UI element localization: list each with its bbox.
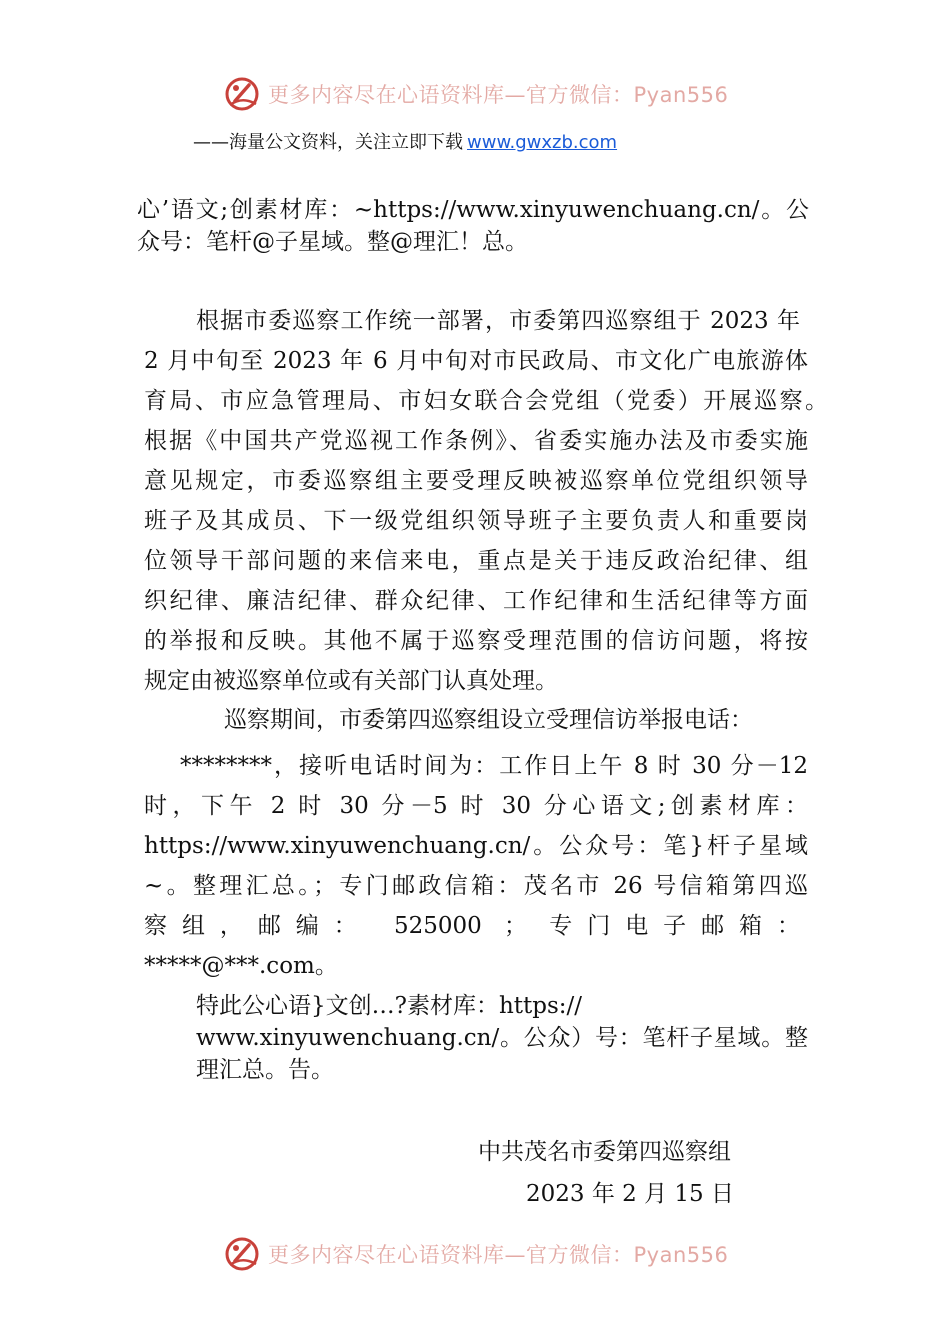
para1-line: 的举报和反映。其他不属于巡察受理范围的信访问题，将按 — [144, 628, 808, 654]
para1-line: 位领导干部问题的来信来电，重点是关于违反政治纪律、组 — [144, 548, 808, 574]
para1-line: 根据市委巡察工作统一部署，市委第四巡察组于 2023 年 — [196, 308, 800, 334]
subline-text: ——海量公文资料，关注立即下载 — [193, 132, 463, 153]
para2-line: ~。整理汇总。；专门邮政信箱：茂名市 26 号信箱第四巡 — [144, 873, 808, 899]
para1-line: 班子及其成员、下一级党组织领导班子主要负责人和重要岗 — [144, 508, 808, 534]
logo-icon — [222, 1234, 262, 1274]
para2-line: https://www.xinyuwenchuang.cn/。公众号：笔}杆子星域 — [144, 833, 808, 859]
banner-label: 更多内容尽在心语资料库—官方微信： — [268, 1243, 634, 1267]
website-link[interactable]: www.gwxzb.com — [467, 132, 618, 153]
para1-line: 意见规定，市委巡察组主要受理反映被巡察单位党组织领导 — [144, 468, 808, 494]
para2-line: *****@***.com。 — [144, 953, 338, 979]
signature-date: 2023 年 2 月 15 日 — [526, 1181, 734, 1207]
banner-text — [268, 79, 728, 109]
header-watermark-banner — [222, 72, 728, 116]
intro-line: 众号：笔杆@子星域。整@理汇！总。 — [137, 229, 528, 255]
signature-org: 中共茂名市委第四巡察组 — [478, 1139, 731, 1165]
footer-watermark-banner — [222, 1232, 728, 1276]
para2-line: 巡察期间，市委第四巡察组设立受理信访举报电话： — [224, 707, 753, 733]
para3-line: 特此公心语}文创…?素材库：https:// — [196, 993, 583, 1019]
para3-line: 理汇总。告。 — [196, 1057, 334, 1083]
para2-line: ********，接听电话时间为：工作日上午 8 时 30 分－12 — [180, 753, 808, 779]
banner-label: 更多内容尽在心语资料库—官方微信： — [268, 83, 634, 107]
para1-line: 规定由被巡察单位或有关部门认真处理。 — [144, 668, 558, 694]
para1-line: 根据《中国共产党巡视工作条例》、省委实施办法及市委实施 — [144, 428, 808, 454]
banner-text — [268, 1239, 728, 1269]
para1-line: 织纪律、廉洁纪律、群众纪律、工作纪律和生活纪律等方面 — [144, 588, 808, 614]
para2-line: 时，下午 2 时 30 分－5 时 30 分心语文;创素材库： — [144, 793, 808, 819]
banner-wechat-id: Pyan556 — [633, 1243, 729, 1267]
para2-line: 察组，邮编： 525000 ； 专门电子邮箱： — [144, 913, 800, 939]
banner-wechat-id: Pyan556 — [633, 83, 729, 107]
download-subline — [193, 128, 617, 154]
para1-line: 育局、市应急管理局、市妇女联合会党组（党委）开展巡察。 — [144, 388, 828, 414]
intro-line: 心’语文;创素材库：~https://www.xinyuwenchuang.cn/。公 — [137, 197, 809, 223]
para3-line: www.xinyuwenchuang.cn/。公众）号：笔杆子星域。整 — [196, 1025, 808, 1051]
logo-icon — [222, 74, 262, 114]
para1-line: 2 月中旬至 2023 年 6 月中旬对市民政局、市文化广电旅游体 — [144, 348, 808, 374]
